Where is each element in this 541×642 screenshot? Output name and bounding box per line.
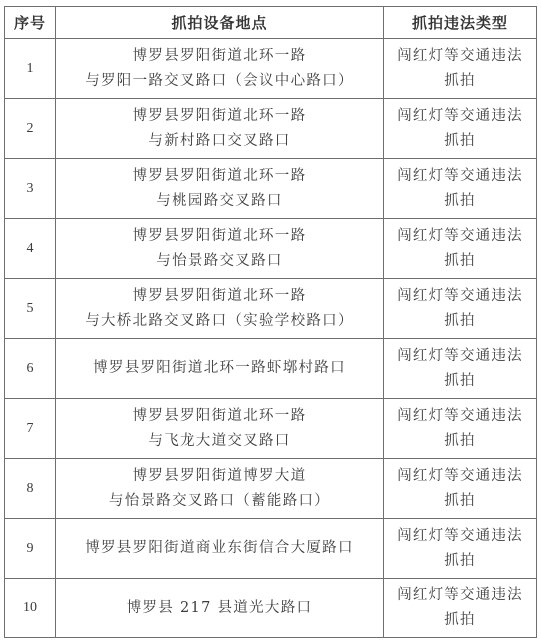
table-row bbox=[5, 339, 537, 399]
violation-type-line-2: 抓拍 bbox=[444, 552, 476, 569]
violation-type-line-1: 闯红灯等交通违法 bbox=[397, 287, 523, 304]
serial-cell bbox=[5, 159, 56, 219]
violation-type-line-2: 抓拍 bbox=[444, 192, 476, 209]
serial-number: 10 bbox=[23, 600, 37, 615]
camera-location-table bbox=[4, 6, 537, 638]
violation-type-cell bbox=[384, 279, 537, 339]
serial-number: 3 bbox=[26, 180, 34, 196]
location-line-1: 博罗县罗阳街道北环一路 bbox=[132, 227, 307, 244]
location-cell bbox=[56, 339, 384, 399]
location-line-1: 博罗县 217 县道光大路口 bbox=[126, 599, 313, 616]
location-cell bbox=[56, 39, 384, 99]
location-cell bbox=[56, 99, 384, 159]
serial-cell bbox=[5, 399, 56, 459]
location-line-2: 与大桥北路交叉路口（实验学校路口） bbox=[85, 312, 354, 329]
location-line-1: 博罗县罗阳街道博罗大道 bbox=[132, 467, 307, 484]
location-cell bbox=[56, 399, 384, 459]
violation-type-line-1: 闯红灯等交通违法 bbox=[397, 47, 523, 64]
location-line-1: 博罗县罗阳街道北环一路 bbox=[132, 287, 307, 304]
location-cell bbox=[56, 219, 384, 279]
violation-type-cell bbox=[384, 399, 537, 459]
violation-type-line-2: 抓拍 bbox=[444, 492, 476, 509]
violation-type-line-1: 闯红灯等交通违法 bbox=[397, 347, 523, 364]
location-line-2: 与怡景路交叉路口 bbox=[156, 252, 283, 269]
table-row bbox=[5, 579, 537, 638]
table-row bbox=[5, 519, 537, 579]
violation-type-cell bbox=[384, 519, 537, 579]
table-row bbox=[5, 459, 537, 519]
violation-type-line-1: 闯红灯等交通违法 bbox=[397, 227, 523, 244]
table-row bbox=[5, 279, 537, 339]
location-line-2: 与罗阳一路交叉路口（会议中心路口） bbox=[85, 72, 354, 89]
header-serial-number: 序号 bbox=[5, 7, 56, 39]
table-row bbox=[5, 39, 537, 99]
violation-type-cell bbox=[384, 579, 537, 638]
location-line-1: 博罗县罗阳街道商业东街信合大厦路口 bbox=[85, 540, 354, 556]
location-line-1: 博罗县罗阳街道北环一路 bbox=[132, 407, 307, 424]
serial-number: 1 bbox=[26, 60, 34, 76]
location-line-2: 与飞龙大道交叉路口 bbox=[148, 432, 291, 449]
serial-cell bbox=[5, 519, 56, 579]
serial-cell bbox=[5, 339, 56, 399]
serial-cell bbox=[5, 279, 56, 339]
violation-type-line-1: 闯红灯等交通违法 bbox=[397, 107, 523, 124]
location-line-2: 与新村路口交叉路口 bbox=[148, 132, 291, 149]
violation-type-line-1: 闯红灯等交通违法 bbox=[397, 527, 523, 544]
violation-type-line-2: 抓拍 bbox=[444, 252, 476, 269]
location-cell bbox=[56, 519, 384, 579]
violation-type-line-2: 抓拍 bbox=[444, 432, 476, 449]
location-cell bbox=[56, 459, 384, 519]
table-header-row bbox=[5, 7, 537, 39]
violation-type-line-2: 抓拍 bbox=[444, 612, 476, 628]
table-row bbox=[5, 99, 537, 159]
violation-type-cell bbox=[384, 339, 537, 399]
location-line-1: 博罗县罗阳街道北环一路 bbox=[132, 167, 307, 184]
serial-number: 2 bbox=[26, 120, 34, 136]
table-row bbox=[5, 219, 537, 279]
violation-type-cell bbox=[384, 99, 537, 159]
violation-type-cell bbox=[384, 159, 537, 219]
serial-cell bbox=[5, 39, 56, 99]
table-row bbox=[5, 399, 537, 459]
location-line-1: 博罗县罗阳街道北环一路 bbox=[132, 47, 307, 64]
serial-cell bbox=[5, 219, 56, 279]
location-line-2: 与桃园路交叉路口 bbox=[156, 192, 283, 209]
violation-type-cell bbox=[384, 219, 537, 279]
location-cell bbox=[56, 579, 384, 638]
serial-number: 7 bbox=[26, 420, 34, 436]
header-device-location: 抓拍设备地点 bbox=[56, 7, 384, 39]
serial-number: 9 bbox=[26, 540, 34, 556]
location-line-2: 与怡景路交叉路口（蓄能路口） bbox=[108, 492, 331, 509]
violation-type-line-1: 闯红灯等交通违法 bbox=[397, 407, 523, 424]
violation-type-line-1: 闯红灯等交通违法 bbox=[397, 167, 523, 184]
violation-type-line-1: 闯红灯等交通违法 bbox=[397, 467, 523, 484]
serial-cell bbox=[5, 579, 56, 638]
violation-type-line-1: 闯红灯等交通违法 bbox=[397, 587, 523, 603]
location-line-1: 博罗县罗阳街道北环一路 bbox=[132, 107, 307, 124]
serial-cell bbox=[5, 459, 56, 519]
violation-type-line-2: 抓拍 bbox=[444, 312, 476, 329]
violation-type-line-2: 抓拍 bbox=[444, 372, 476, 389]
location-line-1: 博罗县罗阳街道北环一路虾墎村路口 bbox=[93, 360, 346, 376]
location-cell bbox=[56, 279, 384, 339]
violation-type-line-2: 抓拍 bbox=[444, 72, 476, 89]
location-cell bbox=[56, 159, 384, 219]
violation-type-cell bbox=[384, 39, 537, 99]
serial-number: 4 bbox=[26, 240, 34, 256]
header-violation-type: 抓拍违法类型 bbox=[384, 7, 537, 39]
serial-number: 6 bbox=[26, 360, 34, 376]
violation-type-cell bbox=[384, 459, 537, 519]
violation-type-line-2: 抓拍 bbox=[444, 132, 476, 149]
serial-number: 8 bbox=[26, 480, 34, 496]
serial-number: 5 bbox=[26, 300, 34, 316]
serial-cell bbox=[5, 99, 56, 159]
table-row bbox=[5, 159, 537, 219]
